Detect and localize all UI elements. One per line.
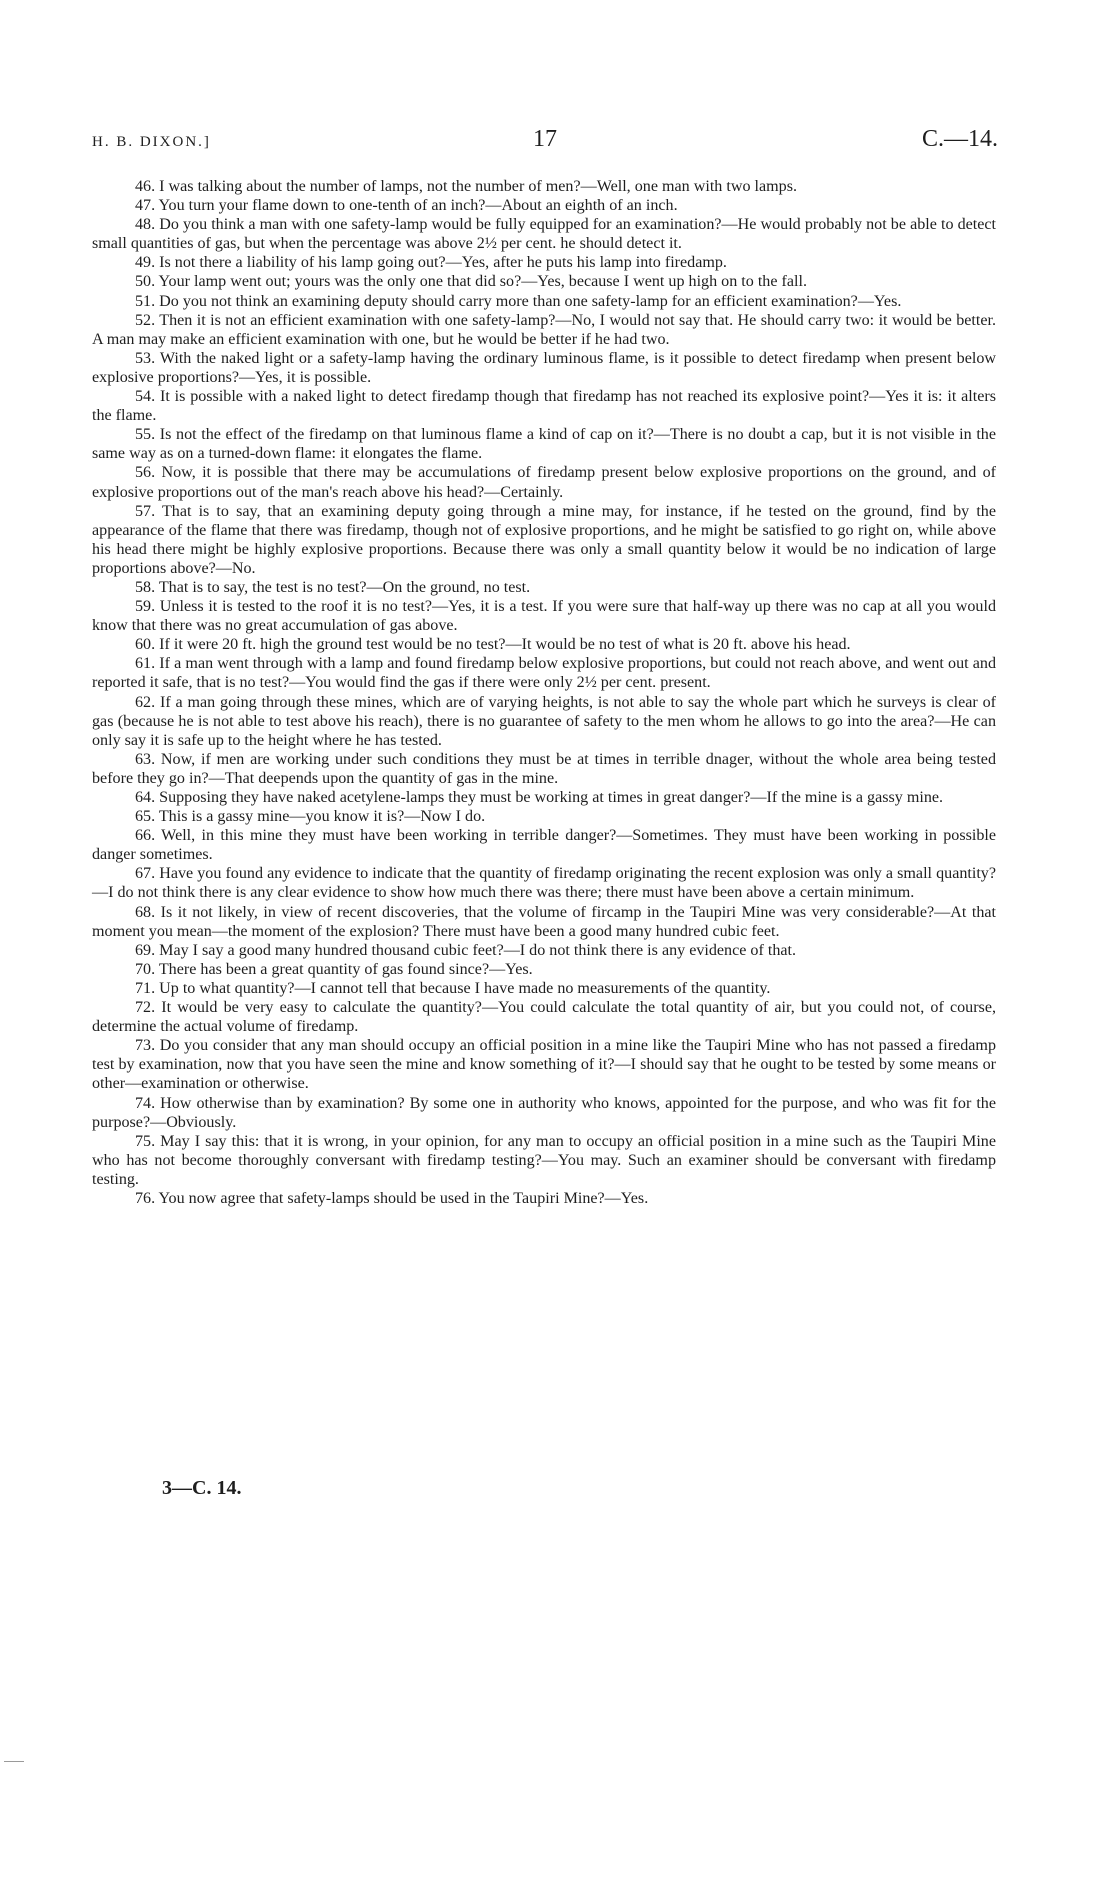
testimony-paragraph: 58. That is to say, the test is no test?—On the ground, no test. [135,578,531,596]
document-reference: C.—14. [921,126,998,152]
testimony-paragraph: 74. How otherwise than by examination? By some one in authority who knows, appointed for the purpose, and who was fit for the purpose?—Obviously. [92,1094,996,1131]
testimony-paragraph: 71. Up to what quantity?—I cannot tell that because I have made no measurements of the quantity. [135,979,771,997]
margin-mark [4,1761,24,1762]
testimony-paragraph: 61. If a man went through with a lamp and found firedamp below explosive proportions, but could not reach above, and went out and reported it safe, that is no test?—You would find the gas if there were only 2½ per cent. present. [92,655,996,692]
testimony-paragraph: 59. Unless it is tested to the roof it is no test?—Yes, it is a test. If you were sure that half-way up there was no cap at all you would know that there was no great accumulation of gas above. [92,598,996,635]
testimony-paragraph: 67. Have you found any evidence to indicate that the quantity of firedamp originating the recent explosion was only a small quantity?—I do not think there is any clear evidence to show how much there was there; there must have been above a certain minimum. [92,865,996,902]
testimony-paragraph: 48. Do you think a man with one safety-lamp would be fully equipped for an examination?—He would probably not be able to detect small quantities of gas, but when the percentage was above 2½ per cent. he should detect it. [92,216,996,253]
testimony-paragraph: 52. Then it is not an efficient examination with one safety-lamp?—No, I would not say that. He should carry two: it would be better. A man may make an efficient examination with one, but he would be better if he had two. [92,311,996,348]
testimony-body [92,177,996,1208]
testimony-paragraph: 63. Now, if men are working under such conditions they must be at times in terrible dnager, without the whole area being tested before they go in?—That deepends upon the quantity of gas in the mine. [92,750,996,787]
testimony-paragraph: 53. With the naked light or a safety-lamp having the ordinary luminous flame, is it possible to detect firedamp when present below explosive proportions?—Yes, it is possible. [92,349,996,386]
testimony-paragraph: 66. Well, in this mine they must have been working in terrible danger?—Sometimes. They must have been working in possible danger sometimes. [92,827,996,864]
testimony-paragraph: 64. Supposing they have naked acetylene-lamps they must be working at times in great danger?—If the mine is a gassy mine. [135,789,944,806]
testimony-paragraph: 70. There has been a great quantity of gas found since?—Yes. [135,960,533,978]
testimony-paragraph: 72. It would be very easy to calculate the quantity?—You could calculate the total quantity of air, but you could not, of course, determine the actual volume of firedamp. [92,999,996,1036]
sheet-signature: 3—C. 14. [162,1477,242,1499]
testimony-paragraph: 65. This is a gassy mine—you know it is?—Now I do. [135,808,486,826]
header-witness-name: H. B. DIXON.] [92,134,211,150]
page-header [92,126,998,162]
testimony-paragraph: 54. It is possible with a naked light to detect firedamp though that firedamp has not reached its explosive point?—Yes it is: it alters the flame. [92,388,996,425]
testimony-paragraph: 49. Is not there a liability of his lamp going out?—Yes, after he puts his lamp into firedamp. [135,254,727,272]
testimony-paragraph: 62. If a man going through these mines, which are of varying heights, is not able to say the whole part which he surveys is clear of gas (because he is not able to test above his reach), there is no guarantee of safety to the men whom he allows to go into the area?—He can only say it is safe up to the height where he has tested. [92,693,996,749]
testimony-paragraph: 57. That is to say, that an examining deputy going through a mine may, for instance, if he tested on the ground, find by the appearance of the flame that there was firedamp, though not of explosive proportions, and he might be satisfied to go right on, while above his head there might be highly explosive proportions. Because there was only a small quantity below it would be no indication of large proportions above?—No. [92,502,996,577]
testimony-paragraph: 60. If it were 20 ft. high the ground test would be no test?—It would be no test of what is 20 ft. above his head. [135,636,851,654]
page-number: 17 [533,126,557,152]
testimony-paragraph: 75. May I say this: that it is wrong, in your opinion, for any man to occupy an official position in a mine such as the Taupiri Mine who has not become thoroughly conversant with firedamp testing?—You may. Such an examiner should be conversant with firedamp testing. [92,1132,996,1188]
testimony-paragraph: 47. You turn your flame down to one-tenth of an inch?—About an eighth of an inch. [135,197,678,215]
testimony-paragraph: 56. Now, it is possible that there may be accumulations of firedamp present below explosive proportions on the ground, and of explosive proportions out of the man's reach above his head?—Certainly. [92,464,996,501]
testimony-paragraph: 50. Your lamp went out; yours was the only one that did so?—Yes, because I went up high on to the fall. [135,273,807,291]
testimony-paragraph: 73. Do you consider that any man should occupy an official position in a mine like the Taupiri Mine who has not passed a firedamp test by examination, now that you have seen the mine and know something of it?—I should say that he ought to be tested by some means or other—examination or otherwise. [92,1037,996,1093]
testimony-paragraph: 55. Is not the effect of the firedamp on that luminous flame a kind of cap on it?—There is no doubt a cap, but it is not visible in the same way as on a turned-down flame: it elongates the flame. [92,426,996,463]
testimony-paragraph: 76. You now agree that safety-lamps should be used in the Taupiri Mine?—Yes. [135,1189,649,1207]
testimony-paragraph: 51. Do you not think an examining deputy should carry more than one safety-lamp for an efficient examination?—Yes. [135,292,902,310]
testimony-paragraph: 46. I was talking about the number of lamps, not the number of men?—Well, one man with two lamps. [135,178,797,195]
testimony-paragraph: 69. May I say a good many hundred thousand cubic feet?—I do not think there is any evidence of that. [135,941,796,959]
testimony-paragraph: 68. Is it not likely, in view of recent discoveries, that the volume of fircamp in the Taupiri Mine was very considerable?—At that moment you mean—the moment of the explosion? There must have been a good many hundred cubic feet. [92,903,996,940]
